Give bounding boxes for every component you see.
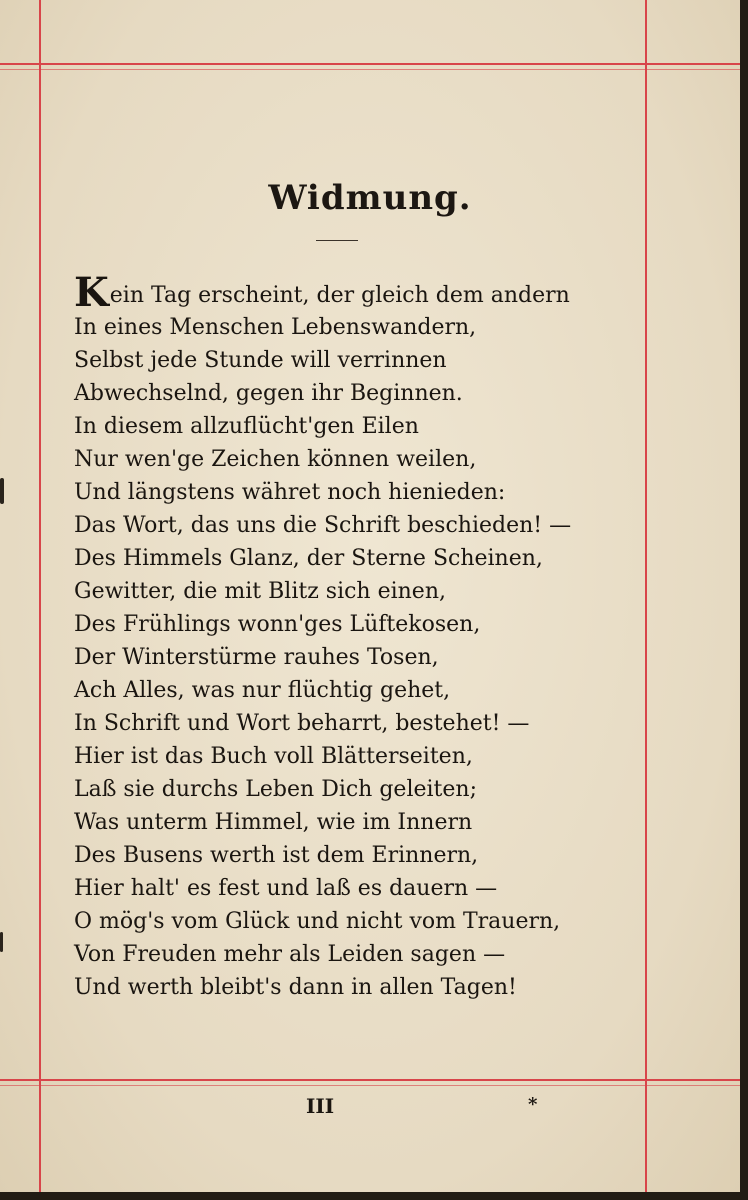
poem-line: Von Freuden mehr als Leiden sagen —	[74, 942, 506, 967]
poem-line: In diesem allzuflücht'gen Eilen	[74, 414, 419, 439]
poem-line: Selbst jede Stunde will verrinnen	[74, 348, 447, 373]
title-divider	[316, 240, 358, 241]
poem-line: O mög's vom Glück und nicht vom Trauern,	[74, 909, 561, 934]
drop-cap: K	[74, 269, 109, 316]
poem-line: Und werth bleibt's dann in allen Tagen!	[74, 975, 517, 1000]
poem-line: Des Frühlings wonn'ges Lüftekosen,	[74, 612, 481, 637]
poem-line: Hier ist das Buch voll Blätterseiten,	[74, 744, 473, 769]
poem-line-text: ein Tag erscheint, der gleich dem andern	[109, 283, 570, 308]
poem-line: In eines Menschen Lebenswandern,	[74, 315, 477, 340]
poem-line: Und längstens währet noch hienieden:	[74, 480, 506, 505]
top-margin-rule	[0, 63, 740, 65]
poem-line: Das Wort, das uns die Schrift beschieden! —	[74, 513, 572, 538]
bottom-margin-rule	[0, 1079, 740, 1081]
binding-mark	[0, 478, 4, 504]
page-number: III	[306, 1094, 335, 1118]
poem-line: Des Busens werth ist dem Erinnern,	[74, 843, 479, 868]
poem-text	[74, 269, 634, 1004]
poem-line: Was unterm Himmel, wie im Innern	[74, 810, 473, 835]
poem-line: Des Himmels Glanz, der Sterne Scheinen,	[74, 546, 543, 571]
top-margin-rule-secondary	[0, 69, 740, 70]
signature-mark: *	[528, 1094, 538, 1115]
poem-line: Hier halt' es fest und laß es dauern —	[74, 876, 498, 901]
poem-line: In Schrift und Wort beharrt, bestehet! —	[74, 711, 530, 736]
poem-line: Laß sie durchs Leben Dich geleiten;	[74, 777, 477, 802]
poem-line	[74, 269, 634, 316]
poem-line: Der Winterstürme rauhes Tosen,	[74, 645, 439, 670]
page-title: Widmung.	[268, 178, 472, 218]
poem-line: Gewitter, die mit Blitz sich einen,	[74, 579, 446, 604]
poem-line: Nur wen'ge Zeichen können weilen,	[74, 447, 477, 472]
poem-line: Abwechselnd, gegen ihr Beginnen.	[74, 381, 463, 406]
poem-line: Ach Alles, was nur flüchtig gehet,	[74, 678, 451, 703]
bottom-margin-rule-secondary	[0, 1085, 740, 1086]
binding-mark	[0, 932, 3, 952]
